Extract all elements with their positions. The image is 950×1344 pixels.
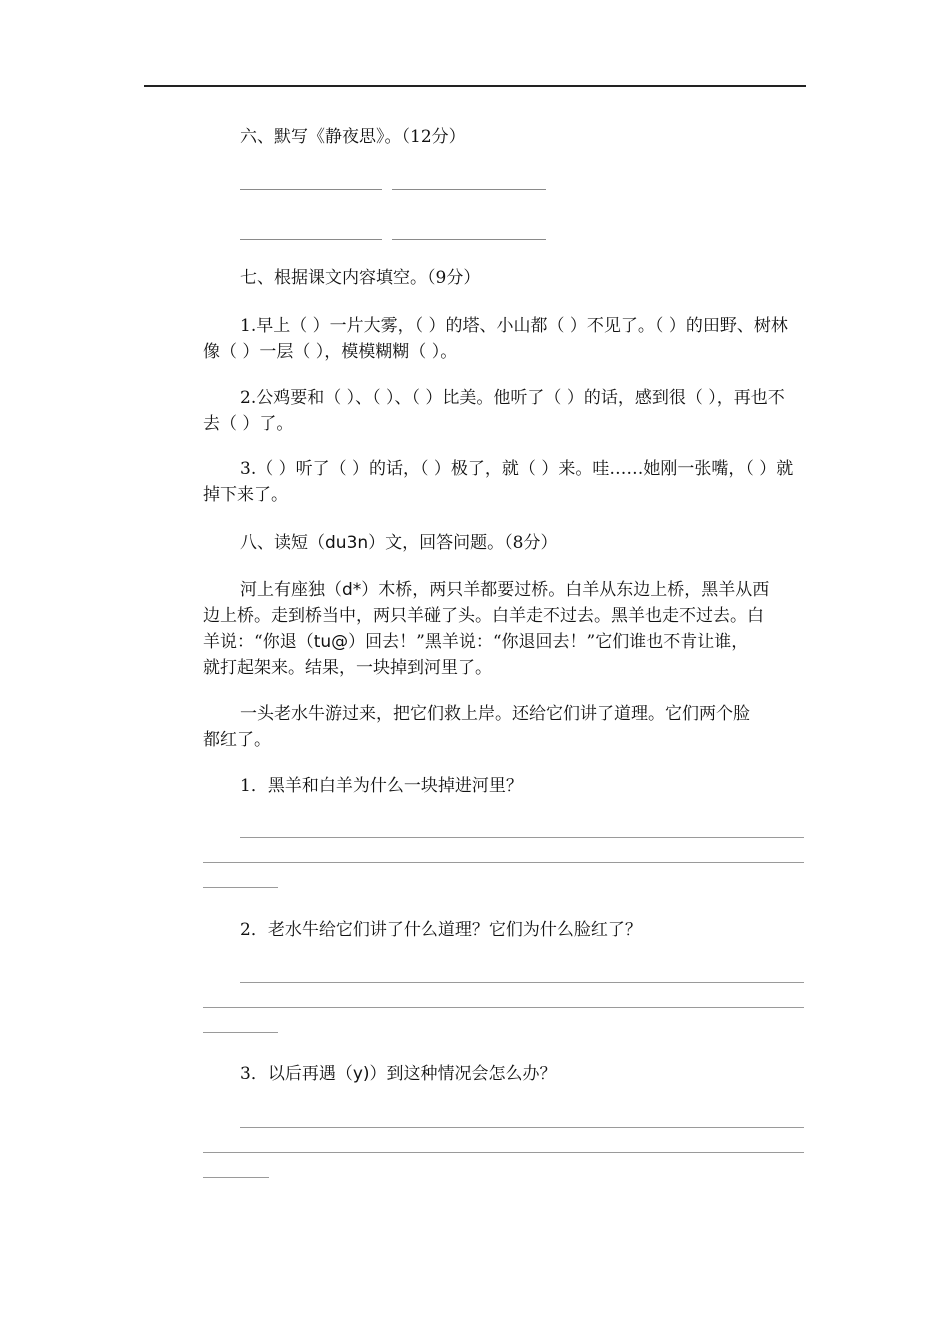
poem-blank-line[interactable] <box>392 239 546 240</box>
poem-blank-line[interactable] <box>240 189 382 190</box>
fill-question-2-line: 2.公鸡要和（ ）、（ ）、（ ）比美。他听了（ ）的话，感到很（ ），再也不 <box>240 388 785 408</box>
poem-blank-line[interactable] <box>392 189 546 190</box>
poem-blank-line[interactable] <box>240 239 382 240</box>
pinyin-annotation: du3n <box>325 533 369 553</box>
passage-text: ）木桥，两只羊都要过桥。白羊从东边上桥，黑羊从西 <box>361 580 770 600</box>
section8-heading <box>240 530 557 556</box>
reading-question-1: 1．黑羊和白羊为什么一块掉进河里？ <box>240 776 523 796</box>
fill-question-3-line: 3.（ ）听了（ ）的话，（ ）极了，就（ ）来。哇……她刚一张嘴，（ ）就 <box>240 459 794 479</box>
pinyin-annotation: y) <box>352 1064 370 1084</box>
reading-question-3 <box>240 1061 557 1087</box>
answer-line[interactable] <box>203 1177 269 1178</box>
reading-question-2: 2．老水牛给它们讲了什么道理？它们为什么脸红了？ <box>240 920 642 940</box>
passage-text: ）回去！”黑羊说：“你退回去！”它们谁也不肯让谁， <box>348 632 749 652</box>
section6-heading: 六、默写《静夜思》。（12分） <box>240 127 466 147</box>
passage-line: 一头老水牛游过来，把它们救上岸。还给它们讲了道理。它们两个脸 <box>240 704 750 724</box>
answer-line[interactable] <box>203 862 804 863</box>
pinyin-annotation: d* <box>342 580 362 600</box>
heading-text: ）文，回答问题。（8分） <box>368 533 558 553</box>
fill-question-2-line: 去（ ）了。 <box>203 414 294 434</box>
question-text: ）到这种情况会怎么办？ <box>369 1064 557 1084</box>
passage-line: 就打起架来。结果，一块掉到河里了。 <box>203 658 492 678</box>
passage-text: 河上有座独（ <box>240 580 342 600</box>
passage-line <box>203 629 748 655</box>
answer-line[interactable] <box>240 1127 804 1128</box>
passage-line <box>240 577 769 603</box>
question-text: 3．以后再遇（ <box>240 1064 353 1084</box>
answer-line[interactable] <box>203 1152 804 1153</box>
answer-line[interactable] <box>203 887 278 888</box>
passage-line: 边上桥。走到桥当中，两只羊碰了头。白羊走不过去。黑羊也走不过去。白 <box>203 606 764 626</box>
answer-line[interactable] <box>240 982 804 983</box>
fill-question-1-line: 1.早上（ ）一片大雾，（ ）的塔、小山都（ ）不见了。（ ）的田野、树林 <box>240 316 788 336</box>
answer-line[interactable] <box>203 1032 278 1033</box>
heading-text: 八、读短（ <box>240 533 325 553</box>
header-rule <box>144 85 806 87</box>
fill-question-3-line: 掉下来了。 <box>203 485 288 505</box>
answer-line[interactable] <box>203 1007 804 1008</box>
section7-heading: 七、根据课文内容填空。（9分） <box>240 268 481 288</box>
fill-question-1-line: 像（ ）一层（ ），模模糊糊（ ）。 <box>203 342 458 362</box>
answer-line[interactable] <box>240 837 804 838</box>
passage-line: 都红了。 <box>203 730 271 750</box>
pinyin-annotation: tu@ <box>313 632 349 652</box>
passage-text: 羊说：“你退（ <box>203 632 314 652</box>
